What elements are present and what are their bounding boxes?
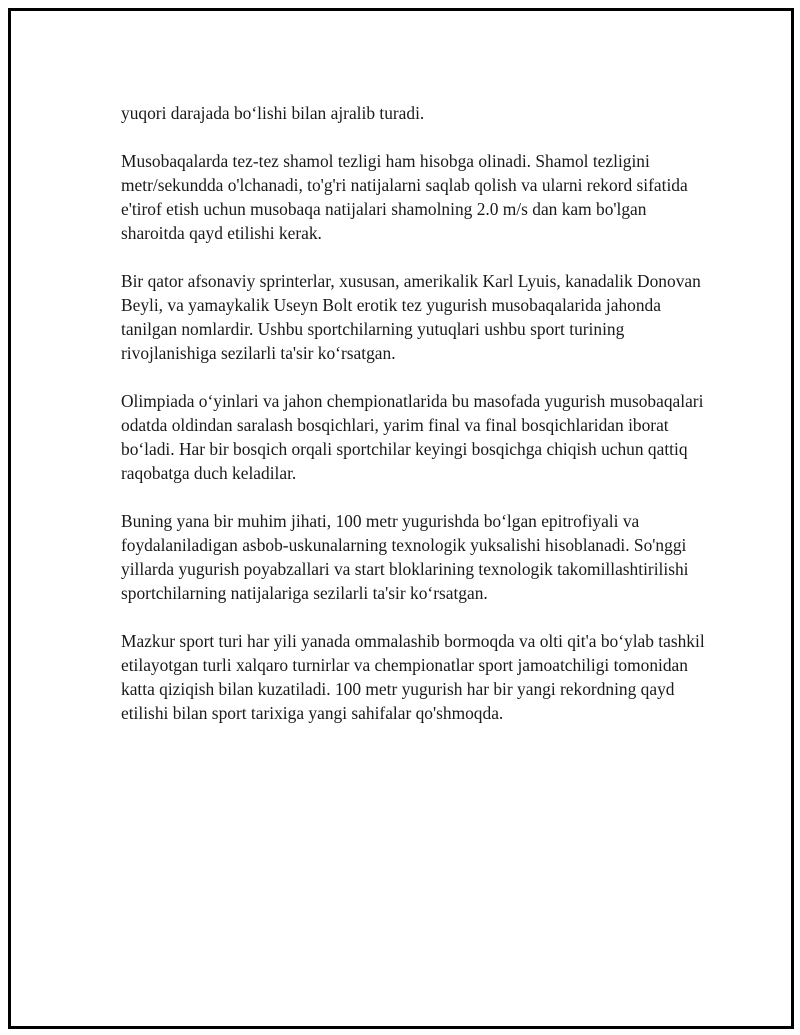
page-frame — [8, 8, 794, 1029]
paragraph-6: Mazkur sport turi har yili yanada ommalashib bormoqda va olti qit'a bo‘ylab tashkil etilayotgan turli xalqaro turnirlar va chempionatlar sport jamoatchiligi tomonidan katta qiziqish bilan kuzatiladi. 100 metr yugurish har bir yangi rekordning qayd etilishi bilan sport tarixiga yangi sahifalar qo'shmoqda. — [121, 631, 705, 723]
paragraph-2: Musobaqalarda tez-tez shamol tezligi ham hisobga olinadi. Shamol tezligini metr/sekundda o'lchanadi, to'g'ri natijalarni saqlab qolish va ularni rekord sifatida e'tirof etish uchun musobaqa natijalari shamolning 2.0 m/s dan kam bo'lgan sharoitda qayd etilishi kerak. — [121, 151, 688, 243]
paragraph-5: Buning yana bir muhim jihati, 100 metr yugurishda bo‘lgan epitrofiyali va foydalaniladigan asbob-uskunalarning texnologik yuksalishi hisoblanadi. So'nggi yillarda yugurish poyabzallari va start bloklarining texnologik takomillashtirilishi sportchilarning natijalariga sezilarli ta'sir ko‘rsatgan. — [121, 511, 689, 603]
paragraph-4: Olimpiada o‘yinlari va jahon chempionatlarida bu masofada yugurish musobaqalari odatda oldindan saralash bosqichlari, yarim final va final bosqichlaridan iborat bo‘ladi. Har bir bosqich orqali sportchilar keyingi bosqichga chiqish uchun qattiq raqobatga duch keladilar. — [121, 391, 704, 483]
paragraph-3: Bir qator afsonaviy sprinterlar, xususan, amerikalik Karl Lyuis, kanadalik Donovan Beyli, va yamaykalik Useyn Bolt erotik tez yugurish musobaqalarida jahonda tanilgan nomlardir. Ushbu sportchilarning yutuqlari ushbu sport turining rivojlanishiga sezilarli ta'sir ko‘rsatgan. — [121, 271, 701, 363]
document-body — [121, 101, 711, 749]
paragraph-1: yuqori darajada bo‘lishi bilan ajralib turadi. — [121, 103, 425, 123]
